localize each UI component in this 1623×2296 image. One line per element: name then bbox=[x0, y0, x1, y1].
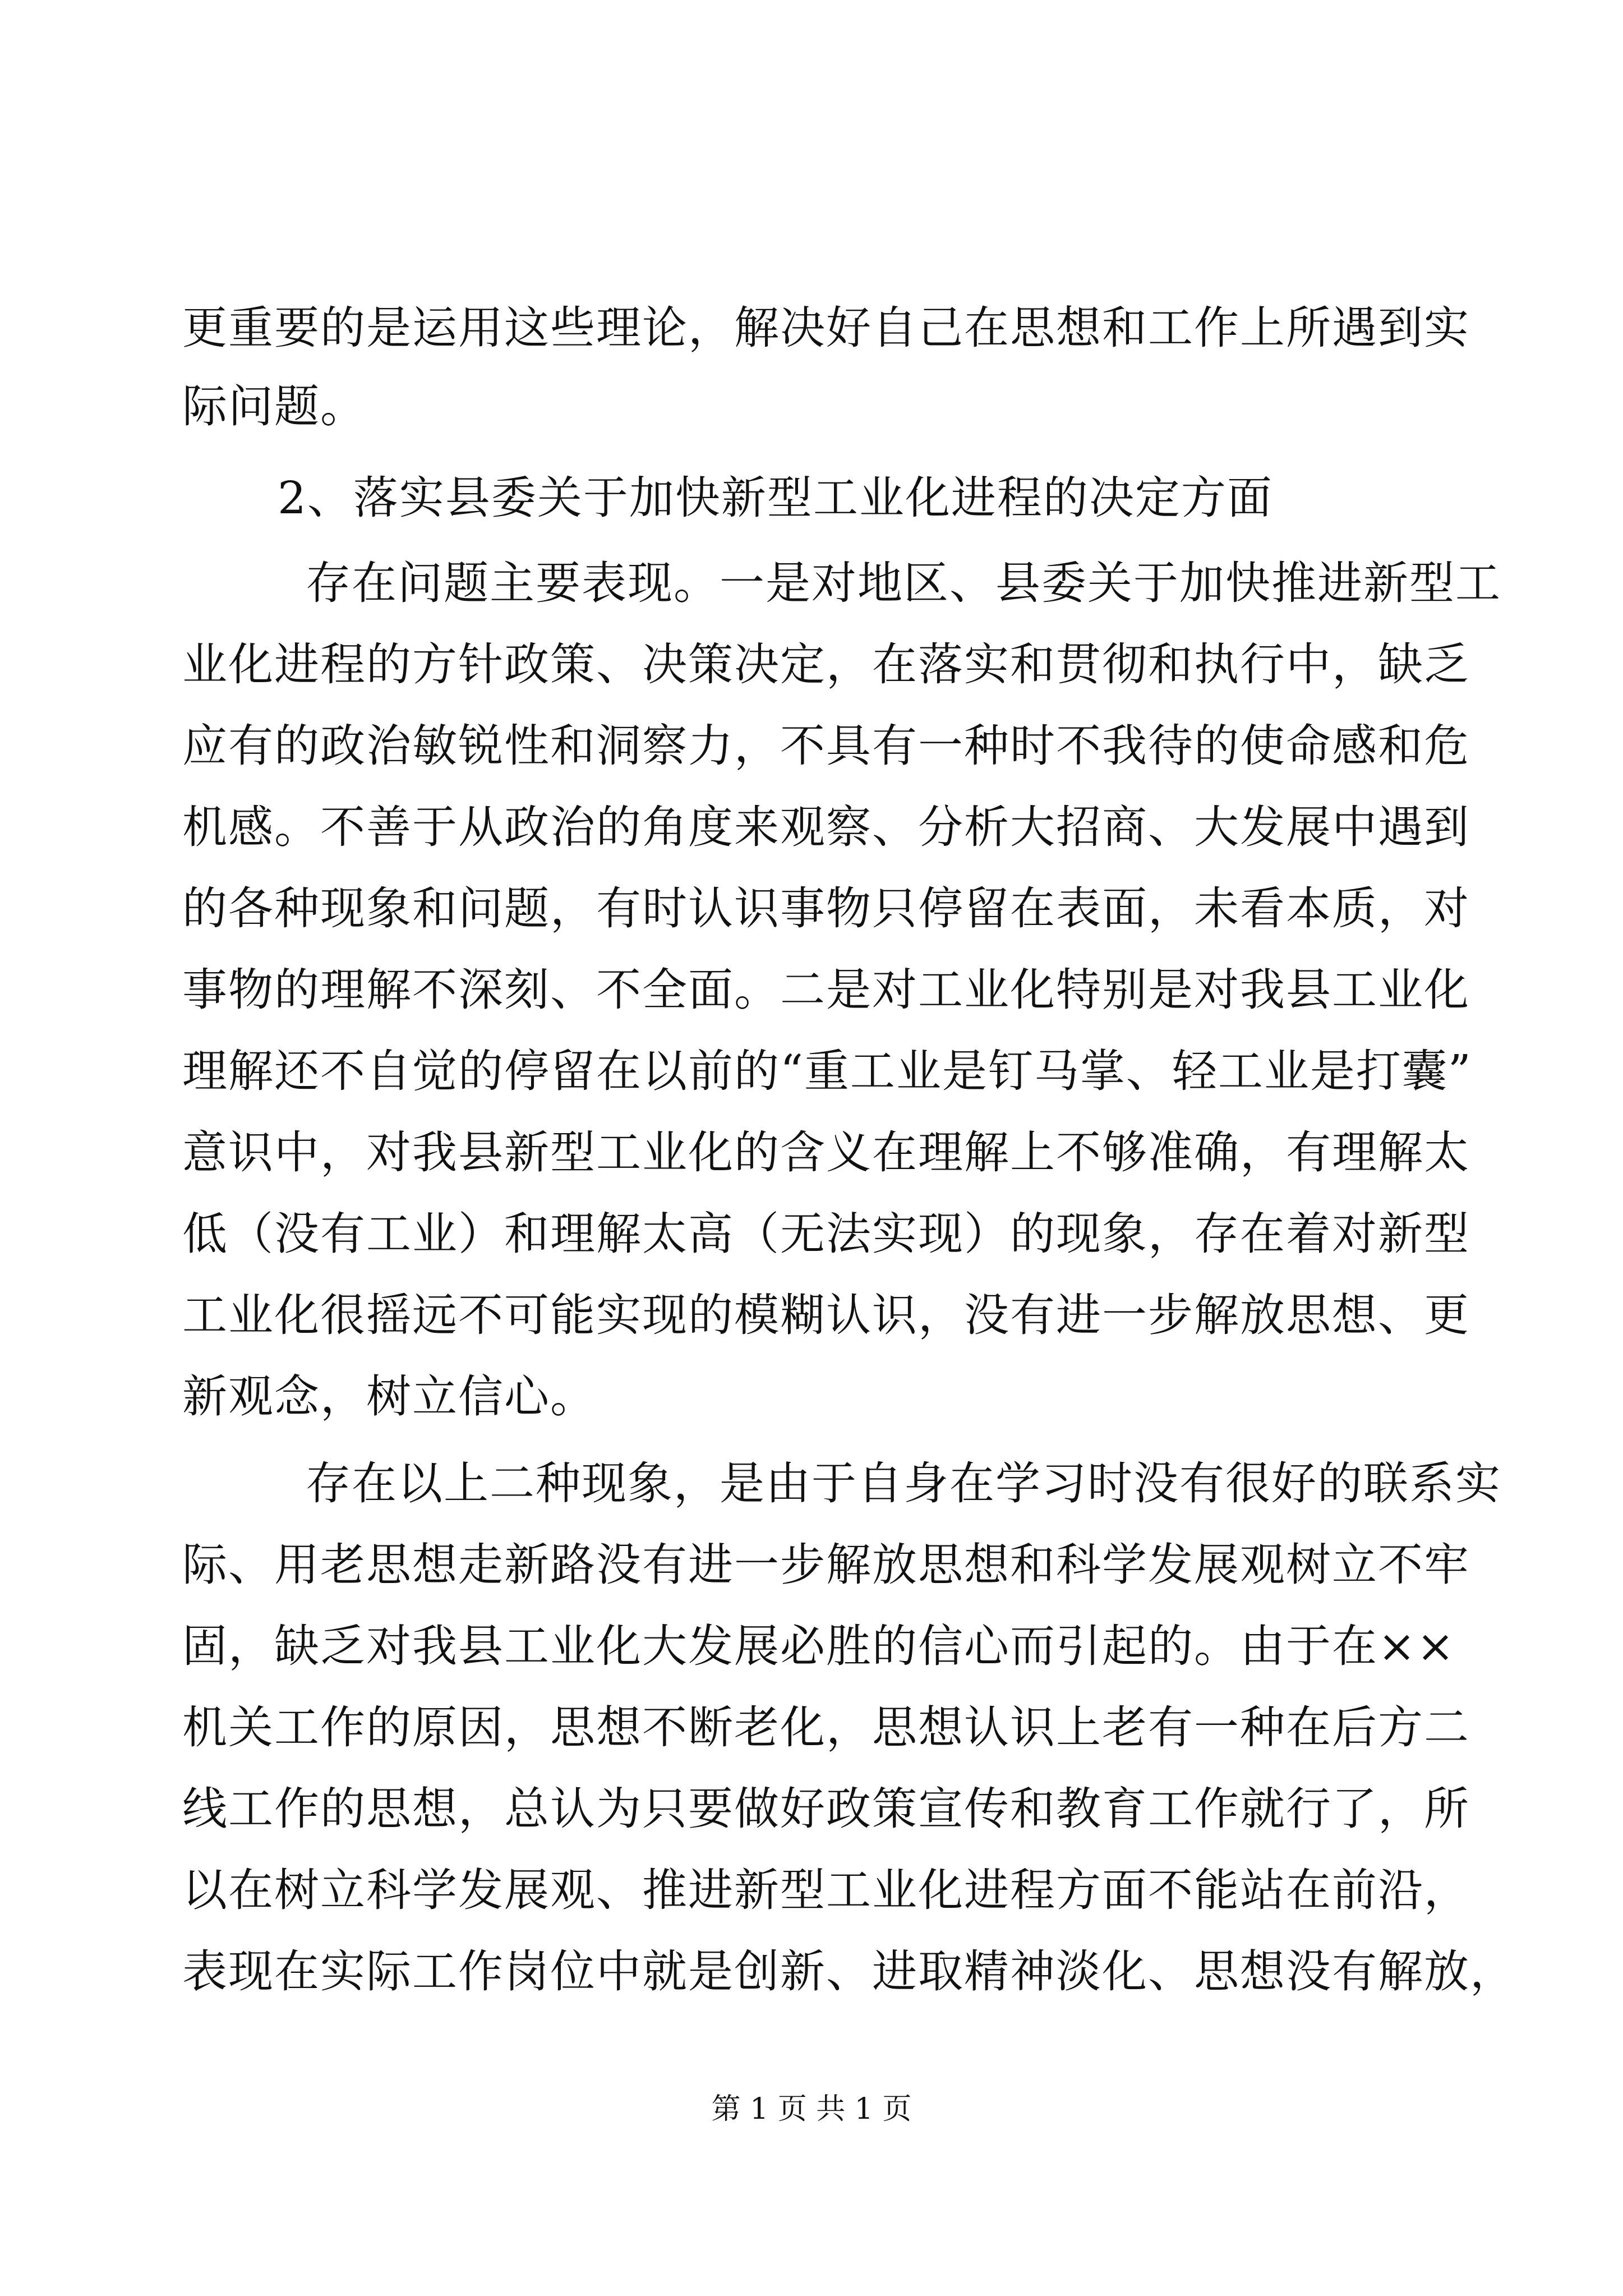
body-line-11: 意识中，对我县新型工业化的含义在理解上不够准确，有理解太 bbox=[182, 1126, 1470, 1179]
body-line-1: 更重要的是运用这些理论，解决好自己在思想和工作上所遇到实 bbox=[182, 302, 1470, 354]
body-line-14: 新观念，树立信心。 bbox=[182, 1370, 596, 1423]
section-heading: 2、落实县委关于加快新型工业化进程的决定方面 bbox=[278, 472, 1273, 524]
body-line-12: 低（没有工业）和理解太高（无法实现）的现象，存在着对新型 bbox=[182, 1208, 1470, 1260]
body-line-21: 表现在实际工作岗位中就是创新、进取精神淡化、思想没有解放， bbox=[182, 1945, 1516, 1998]
body-line-15: 存在以上二种现象，是由于自身在学习时没有很好的联系实 bbox=[306, 1457, 1501, 1510]
page-number-footer: 第 1 页 共 1 页 bbox=[711, 2092, 912, 2126]
body-line-17: 固，缺乏对我县工业化大发展必胜的信心而引起的。由于在×× bbox=[182, 1620, 1456, 1672]
body-line-19: 线工作的思想，总认为只要做好政策宣传和教育工作就行了，所 bbox=[182, 1783, 1470, 1835]
body-line-18: 机关工作的原因，思想不断老化，思想认识上老有一种在后方二 bbox=[182, 1701, 1470, 1754]
body-line-6: 应有的政治敏锐性和洞察力，不具有一种时不我待的使命感和危 bbox=[182, 720, 1470, 772]
body-line-7: 机感。不善于从政治的角度来观察、分析大招商、大发展中遇到 bbox=[182, 801, 1470, 853]
body-line-4: 存在问题主要表现。一是对地区、县委关于加快推进新型工 bbox=[306, 557, 1501, 609]
body-line-8: 的各种现象和问题，有时认识事物只停留在表面，未看本质，对 bbox=[182, 882, 1470, 935]
body-line-2: 际问题。 bbox=[182, 380, 366, 432]
body-line-5: 业化进程的方针政策、决策决定，在落实和贯彻和执行中，缺乏 bbox=[182, 638, 1470, 691]
body-line-20: 以在树立科学发展观、推进新型工业化进程方面不能站在前沿， bbox=[182, 1864, 1470, 1916]
body-line-9: 事物的理解不深刻、不全面。二是对工业化特别是对我县工业化 bbox=[182, 964, 1470, 1016]
body-line-13: 工业化很摇远不可能实现的模糊认识，没有进一步解放思想、更 bbox=[182, 1289, 1470, 1341]
body-line-10: 理解还不自觉的停留在以前的“重工业是钉马掌、轻工业是打囊” bbox=[182, 1045, 1472, 1097]
body-line-16: 际、用老思想走新路没有进一步解放思想和科学发展观树立不牢 bbox=[182, 1539, 1470, 1591]
